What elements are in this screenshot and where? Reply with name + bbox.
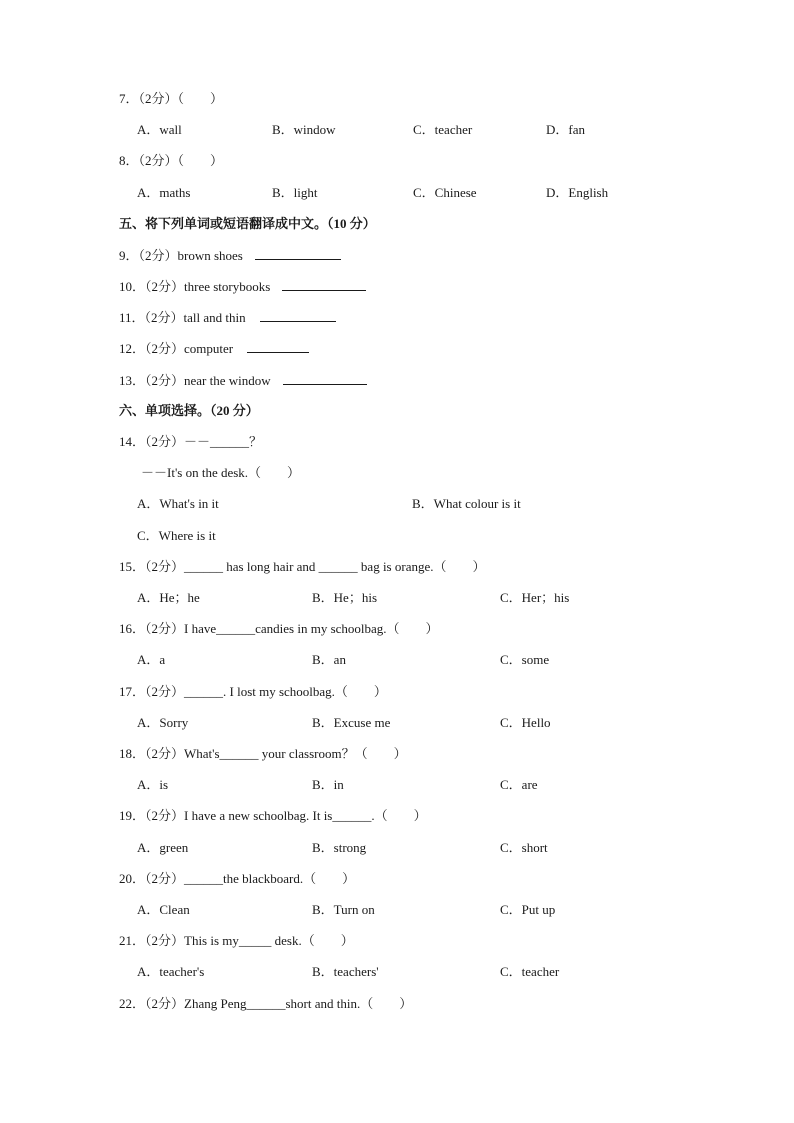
question-21-stem: 21．（2分）This is my_____ desk.（ ） — [119, 933, 354, 948]
question-22-stem: 22．（2分）Zhang Peng______short and thin.（ ） — [119, 996, 413, 1011]
question-15-stem: 15．（2分）______ has long hair and ______ bag is orange.（ ） — [119, 559, 486, 574]
question-13-stem — [119, 372, 367, 389]
question-14-stem: 14．（2分）－－______？ — [119, 434, 263, 449]
q8-option-b[interactable]: B．light — [272, 185, 318, 200]
question-10-stem — [119, 278, 366, 295]
q13-answer-blank[interactable] — [283, 372, 367, 385]
question-16-stem: 16．（2分）I have______candies in my schoolbag.（ ） — [119, 621, 439, 636]
q19-option-c[interactable]: C．short — [500, 840, 548, 855]
q7-option-d[interactable]: D．fan — [546, 122, 585, 137]
q15-option-c[interactable]: C．Her；his — [500, 590, 570, 605]
question-9-stem — [119, 247, 341, 264]
question-13-text: 13．（2分）near the window — [119, 373, 271, 388]
question-14-subline: －－It's on the desk.（ ） — [141, 465, 301, 480]
q19-option-a[interactable]: A．green — [137, 840, 189, 855]
q18-option-a[interactable]: A．is — [137, 777, 169, 792]
question-10-text: 10．（2分）three storybooks — [119, 279, 271, 294]
q16-option-b[interactable]: B．an — [312, 652, 346, 667]
question-20-stem: 20．（2分）______the blackboard.（ ） — [119, 871, 356, 886]
q20-option-c[interactable]: C．Put up — [500, 902, 556, 917]
q17-option-b[interactable]: B．Excuse me — [312, 715, 391, 730]
question-19-stem: 19．（2分）I have a new schoolbag. It is______.（ ） — [119, 808, 427, 823]
question-7-stem: 7．（2分）（ ） — [119, 91, 224, 106]
q7-option-b[interactable]: B．window — [272, 122, 336, 137]
q8-option-a[interactable]: A．maths — [137, 185, 191, 200]
question-11-stem — [119, 309, 336, 326]
q21-option-c[interactable]: C．teacher — [500, 964, 560, 979]
q14-option-c[interactable]: C．Where is it — [137, 528, 216, 543]
q9-answer-blank[interactable] — [255, 247, 341, 260]
q8-option-d[interactable]: D．English — [546, 185, 609, 200]
q14-option-a[interactable]: A．What's in it — [137, 496, 219, 511]
q8-option-c[interactable]: C．Chinese — [413, 185, 477, 200]
section-5-heading: 五、将下列单词或短语翻译成中文。（10 分） — [119, 216, 376, 231]
q15-option-b[interactable]: B．He；his — [312, 590, 378, 605]
q20-option-a[interactable]: A．Clean — [137, 902, 190, 917]
q18-option-c[interactable]: C．are — [500, 777, 538, 792]
section-6-heading: 六、单项选择。（20 分） — [119, 403, 259, 418]
q12-answer-blank[interactable] — [247, 340, 309, 353]
q17-option-c[interactable]: C．Hello — [500, 715, 551, 730]
question-9-text: 9．（2分）brown shoes — [119, 248, 243, 263]
question-12-stem — [119, 340, 309, 357]
q18-option-b[interactable]: B．in — [312, 777, 344, 792]
question-11-text: 11．（2分）tall and thin — [119, 310, 246, 325]
question-12-text: 12．（2分）computer — [119, 341, 234, 356]
q10-answer-blank[interactable] — [282, 278, 366, 291]
q16-option-a[interactable]: A．a — [137, 652, 166, 667]
q15-option-a[interactable]: A．He；he — [137, 590, 200, 605]
question-8-stem: 8．（2分）（ ） — [119, 153, 224, 168]
q7-option-a[interactable]: A．wall — [137, 122, 182, 137]
q7-option-c[interactable]: C．teacher — [413, 122, 473, 137]
q19-option-b[interactable]: B．strong — [312, 840, 367, 855]
q16-option-c[interactable]: C．some — [500, 652, 550, 667]
q11-answer-blank[interactable] — [260, 309, 336, 322]
q17-option-a[interactable]: A．Sorry — [137, 715, 189, 730]
q21-option-a[interactable]: A．teacher's — [137, 964, 205, 979]
question-17-stem: 17．（2分）______. I lost my schoolbag.（ ） — [119, 684, 387, 699]
question-18-stem: 18．（2分）What's______ your classroom？（ ） — [119, 746, 407, 761]
q20-option-b[interactable]: B．Turn on — [312, 902, 375, 917]
q14-option-b[interactable]: B．What colour is it — [412, 496, 521, 511]
q21-option-b[interactable]: B．teachers' — [312, 964, 379, 979]
